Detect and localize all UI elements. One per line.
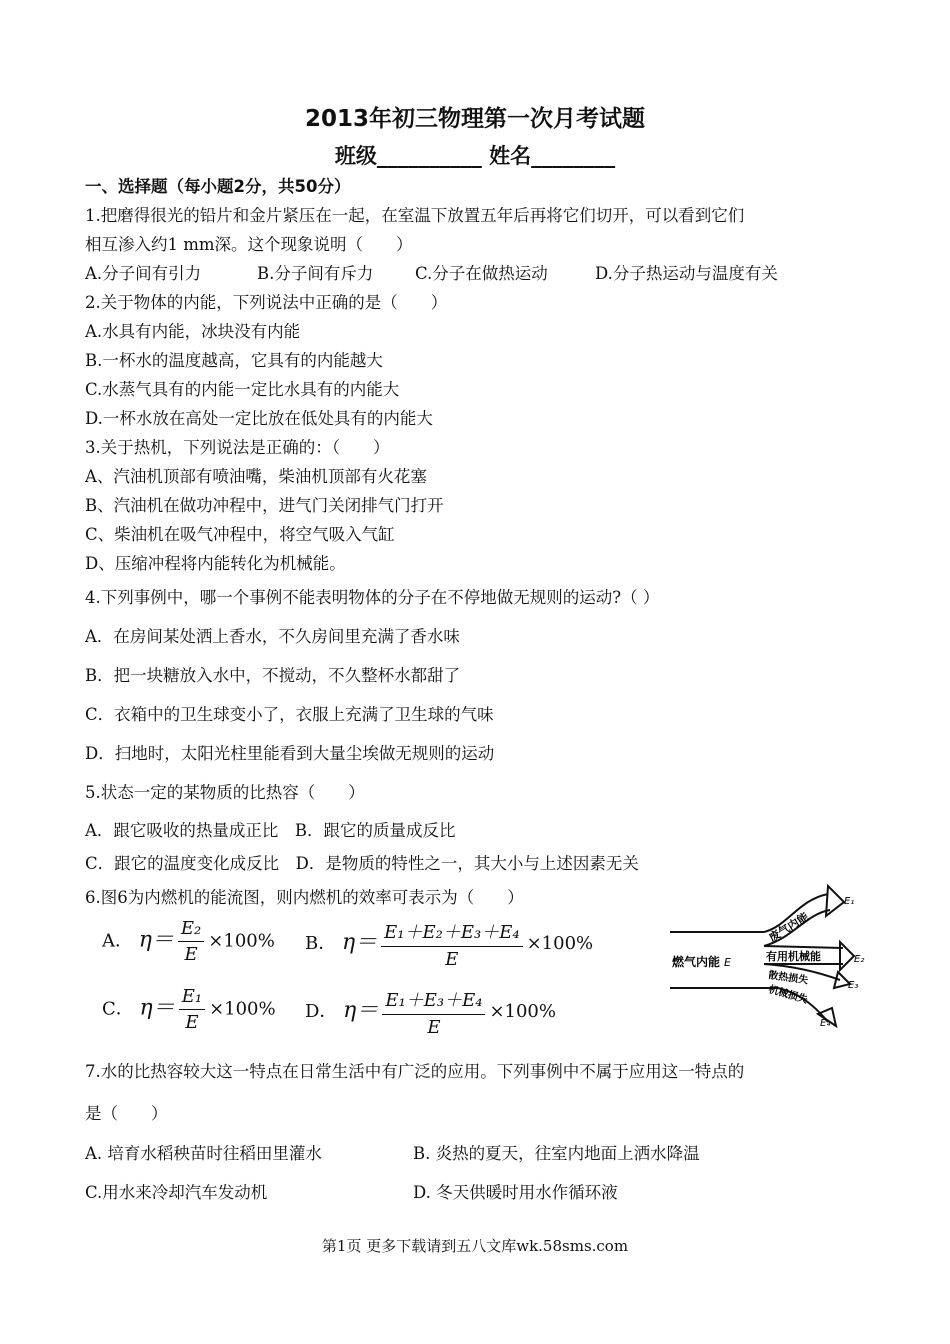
- q3-option-d: D、压缩冲程将内能转化为机械能。: [85, 554, 346, 573]
- q6-option-b: B． η＝ $\frac{\text{E₁＋E₂＋E₃＋E₄}}{E}$ ×100%: [305, 918, 593, 970]
- q1-options: [85, 260, 778, 284]
- q4-text: 4.下列事例中，哪一个事例不能表明物体的分子在不停地做无规则的运动?（ ）: [85, 588, 660, 607]
- q7-options-cd: [85, 1179, 618, 1203]
- q2-option-d: D.一杯水放在高处一定比放在低处具有的内能大: [85, 409, 433, 428]
- q3-option-a: A、汽油机顶部有喷油嘴，柴油机顶部有火花塞: [85, 467, 427, 486]
- e3-label: E₃: [848, 980, 859, 991]
- useful-label: 有用机械能: [766, 950, 821, 963]
- q7-text-1: 7.水的比热容较大这一特点在日常生活中有广泛的应用。下列事例中不属于应用这一特点的: [85, 1062, 745, 1081]
- input-label: 燃气内能: [672, 955, 721, 969]
- q3-option-b: B、汽油机在做功冲程中，进气门关闭排气门打开: [85, 496, 444, 515]
- q5-text: 5.状态一定的某物质的比热容（ ）: [85, 783, 365, 802]
- q4-option-b: B．把一块糖放入水中，不搅动，不久整杯水都甜了: [85, 666, 461, 685]
- input-e-label: E: [724, 956, 731, 969]
- class-name-line: 班级__________ 姓名________: [334, 144, 616, 168]
- q6-text: 6.图6为内燃机的能流图，则内燃机的效率可表示为（ ）: [85, 888, 524, 907]
- q3-option-c: C、柴油机在吸气冲程中，将空气吸入气缸: [85, 525, 395, 544]
- mech-label: 机械损失: [767, 984, 809, 1006]
- q2-text: 2.关于物体的内能，下列说法中正确的是（ ）: [85, 293, 448, 312]
- q6-option-a: A． η＝ $\frac{\text{E₂}}{E}$ ×100%: [102, 918, 275, 965]
- q1-text-2: 相互渗入约1 mm深。这个现象说明（ ）: [85, 235, 413, 254]
- useful-arrow-top: [764, 946, 843, 948]
- q1-option-d: D.分子热运动与温度有关: [595, 264, 778, 283]
- e1-label: E₁: [844, 896, 855, 907]
- q4-option-d: D．扫地时，太阳光柱里能看到大量尘埃做无规则的运动: [85, 744, 495, 763]
- waste-label: 废气内能: [766, 910, 811, 945]
- q2-option-c: C.水蒸气具有的内能一定比水具有的内能大: [85, 380, 400, 399]
- q1-option-c: C.分子在做热运动: [415, 264, 548, 283]
- q2-option-a: A.水具有内能，冰块没有内能: [85, 322, 301, 341]
- q7-option-a: A. 培育水稻秧苗时往稻田里灌水: [85, 1144, 322, 1163]
- energy-flow-diagram: [668, 880, 868, 1030]
- q4-option-c: C．衣箱中的卫生球变小了，衣服上充满了卫生球的气味: [85, 705, 494, 724]
- q7-option-d: D. 冬天供暖时用水作循环液: [413, 1183, 618, 1202]
- q1-option-b: B.分子间有斥力: [257, 264, 374, 283]
- section-heading: 一、选择题（每小题2分，共50分）: [85, 177, 351, 196]
- q2-option-b: B.一杯水的温度越高，它具有的内能越大: [85, 351, 383, 370]
- q6-option-c: C． η＝ $\frac{\text{E₁}}{E}$ ×100%: [102, 986, 276, 1033]
- q1-text-1: 1.把磨得很光的铅片和金片紧压在一起，在室温下放置五年后再将它们切开，可以看到它们: [85, 206, 745, 225]
- page-footer: 第1页 更多下载请到五八文库wk.58sms.com: [321, 1237, 629, 1255]
- q6-option-d: D． η＝ $\frac{\text{E₁＋E₃＋E₄}}{E}$ ×100%: [305, 986, 556, 1038]
- q1-option-a: A.分子间有引力: [85, 264, 202, 283]
- page-title: 2013年初三物理第一次月考试题: [304, 106, 645, 132]
- e2-label: E₂: [854, 954, 865, 965]
- q3-text: 3.关于热机，下列说法是正确的：（ ）: [85, 438, 390, 457]
- q7-text-2: 是（ ）: [85, 1104, 168, 1123]
- q5-options-cd: C．跟它的温度变化成反比 D．是物质的特性之一，其大小与上述因素无关: [85, 854, 639, 873]
- q4-option-a: A．在房间某处洒上香水，不久房间里充满了香水味: [85, 627, 460, 646]
- q5-options-ab: A．跟它吸收的热量成正比 B．跟它的质量成反比: [85, 821, 456, 840]
- useful-arrow-head: [840, 942, 854, 970]
- q7-option-b: B. 炎热的夏天，往室内地面上洒水降温: [413, 1144, 700, 1163]
- q7-option-c: C.用水来冷却汽车发动机: [85, 1183, 268, 1202]
- waste-arrow-head: [826, 886, 844, 916]
- e4-label: E₄: [820, 1018, 831, 1029]
- heat-label: 散热损失: [767, 970, 809, 987]
- q7-options-ab: [85, 1140, 700, 1164]
